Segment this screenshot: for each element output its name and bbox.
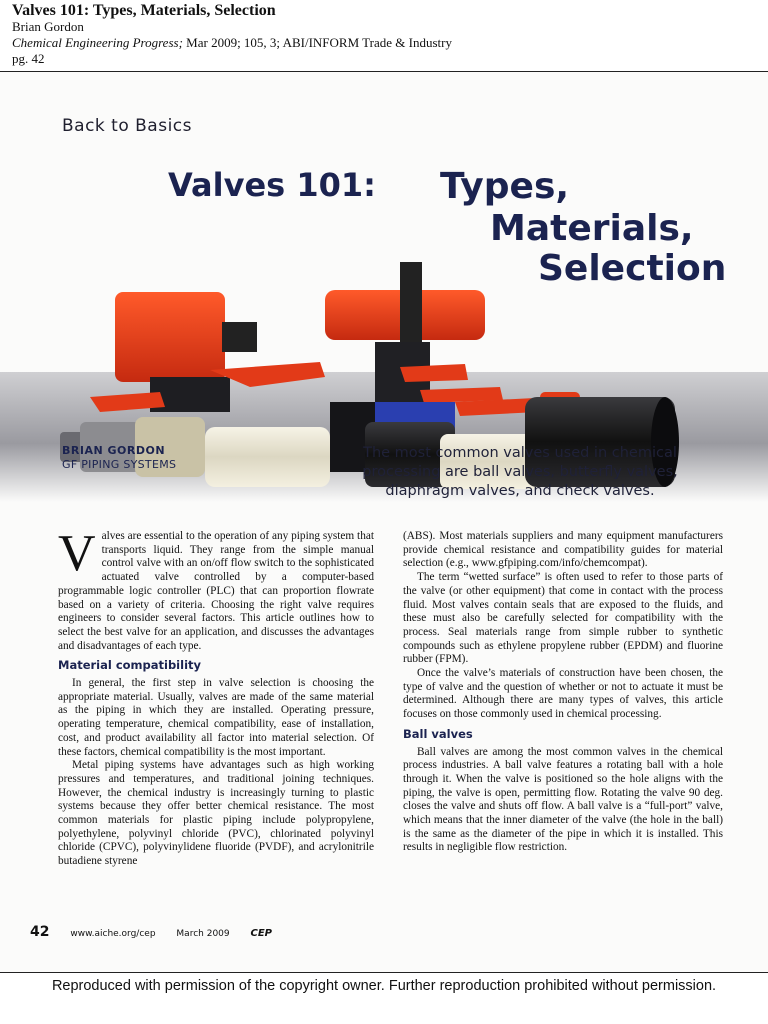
right-paragraph-3: Once the valve’s materials of construction have been chosen, the type of valve and the question of whether or not to actuate it must be determined. Although there are many types of valves, this article focuses on those commonly used in chemical processing. xyxy=(403,667,723,721)
citation-title: Valves 101: Types, Materials, Selection xyxy=(12,2,276,19)
author-name: BRIAN GORDON xyxy=(62,444,166,457)
cep-logo: CEP xyxy=(250,928,272,939)
ball-valves-paragraph: Ball valves are among the most common valves in the chemical process industries. A ball valve features a rotating ball with a hole through it. When the valve is positioned so the hole aligns with the piping, the valve is open, permitting flow. Rotating the valve 90 deg. closes the valve and shuts off flow. A ball valve is a “full-port” valve, which means that the inner diameter of the valve (the hole in the ball) is the same as the diameter of the pipe in which it is installed. This results in negligible flow restriction. xyxy=(403,745,723,854)
drop-cap: V xyxy=(58,525,96,582)
footer-date: March 2009 xyxy=(176,929,230,939)
article-title-line2: Types, xyxy=(440,166,570,207)
citation-issue: Mar 2009; 105, 3; ABI/INFORM Trade & Industry xyxy=(182,35,452,50)
intro-text: alves are essential to the operation of any piping system that transports liquid. They range from the simple manual control valve with an on/off flow switch to the sophisticated actuated valve controlled by a computer-based programmable logic controller (PLC) that can proportion flowrate based on a variety of criteria. Choosing the right valve requires engineers to consider several factors. This article outlines how to select the best valve for an application, and discusses the advantages and disadvantages of each type. xyxy=(58,530,374,652)
copyright-notice: Reproduced with permission of the copyright owner. Further reproduction prohibited without permission. xyxy=(51,978,717,994)
article-page xyxy=(0,71,768,973)
page-footer xyxy=(30,924,272,940)
material-paragraph-2: Metal piping systems have advantages such as high working pressures and temperatures, and traditional joining techniques. However, the chemical industry is increasingly turning to plastic systems because they offer better chemical resistance. The most common materials for plastic piping include polypropylene, polyethylene, polyvinyl chloride (PVC), chlorinated polyvinyl chloride (CPVC), polyvinylidene fluoride (PVDF), and acrylonitrile butadiene styrene xyxy=(58,759,374,868)
citation-source xyxy=(12,35,752,51)
author-company: GF PIPING SYSTEMS xyxy=(62,458,177,471)
section-label: Back to Basics xyxy=(62,116,193,136)
intro-paragraph xyxy=(58,525,374,653)
article-title-line4: Selection xyxy=(538,248,727,289)
heading-ball-valves: Ball valves xyxy=(403,726,473,741)
footer-url: www.aiche.org/cep xyxy=(70,929,156,939)
byline xyxy=(62,444,176,471)
article-deck: The most common valves used in chemical processing are ball valves, butterfly valves, diaphragm valves, and check valves. xyxy=(362,445,678,499)
citation-page: pg. 42 xyxy=(12,51,45,66)
material-paragraph-1: In general, the first step in valve selection is choosing the appropriate material. Usually, valves are made of the same material as the piping in which they are installed. Operating pressure, operating temperature, chemical compatibility, ease of installation, cost, and product availability all factor into material selection. Of these factors, chemical compatibility is the most important. xyxy=(58,677,374,758)
citation-journal: Chemical Engineering Progress; xyxy=(12,35,183,50)
citation-author: Brian Gordon xyxy=(12,19,84,34)
page-number: 42 xyxy=(30,924,50,940)
article-title-line1: Valves 101: xyxy=(168,166,376,204)
heading-material-compatibility: Material compatibility xyxy=(58,658,202,673)
text-column-right xyxy=(403,530,723,855)
citation-header xyxy=(12,2,752,67)
article-title-line3: Materials, xyxy=(490,208,694,249)
right-paragraph-2: The term “wetted surface” is often used to refer to those parts of the valve (or other equipment) that come in contact with the process fluid. Most valves contain seals that are exposed to the fluids, and these must also be carefully selected for compatibility with the process. Seal materials range from simple rubber to synthetic compounds such as ethylene propylene rubber (EPDM) and fluorine rubber (FPM). xyxy=(403,571,723,666)
right-paragraph-1: (ABS). Most materials suppliers and many equipment manufacturers provide chemical resistance and compatibility guides for material selection (e.g., www.gfpiping.com/info/chemcompat). xyxy=(403,530,723,570)
text-column-left xyxy=(58,525,374,869)
